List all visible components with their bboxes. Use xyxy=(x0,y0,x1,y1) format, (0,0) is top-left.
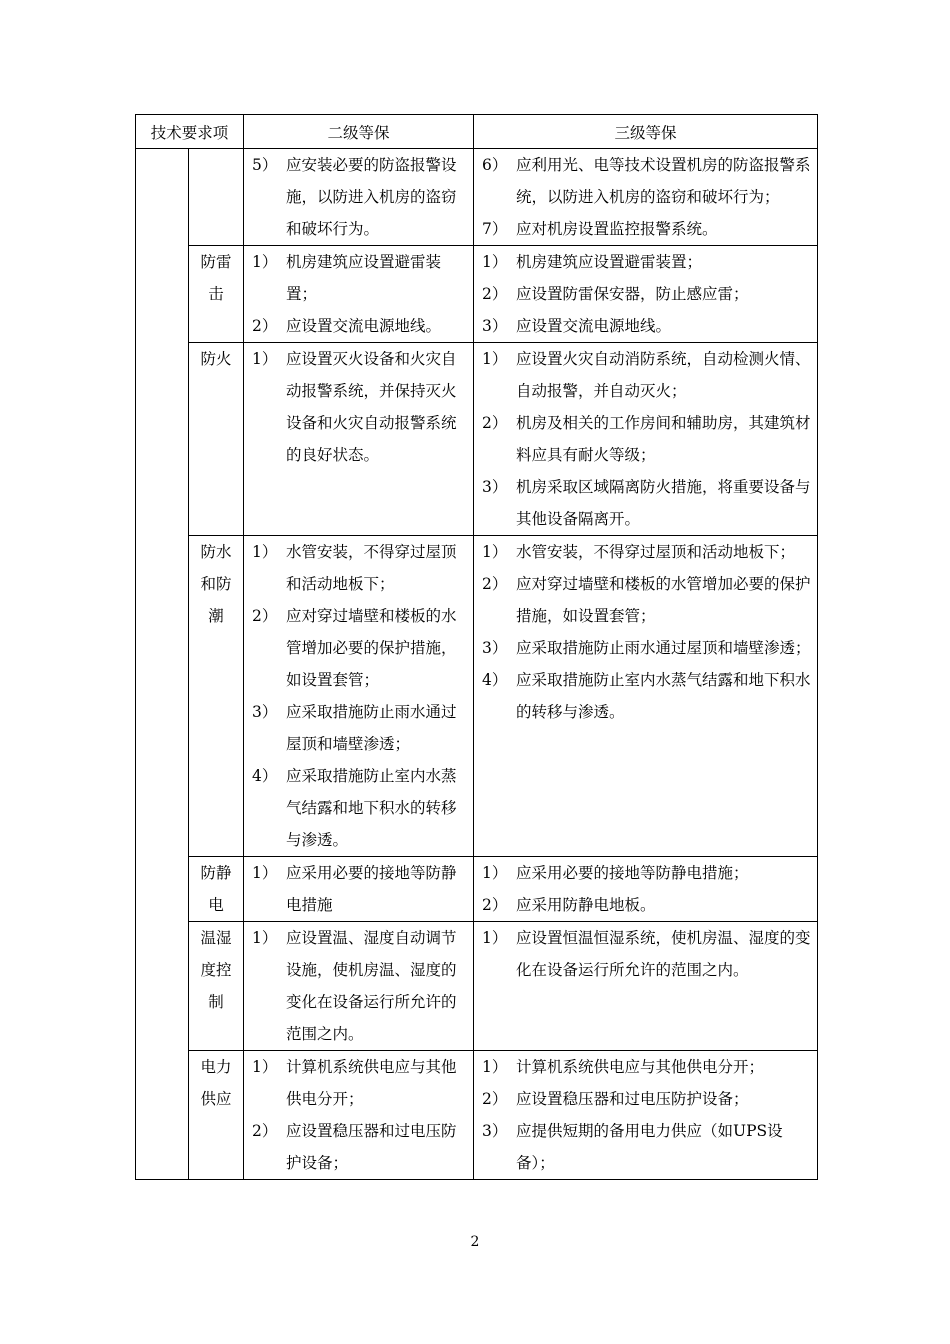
item-number: 4） xyxy=(482,671,508,689)
item-number: 1） xyxy=(252,1058,278,1076)
level-3-cell xyxy=(474,343,818,536)
list-item xyxy=(244,600,473,696)
item-text: 应设置恒温恒湿系统，使机房温、湿度的变化在设备运行所允许的范围之内。 xyxy=(516,929,811,979)
list-item xyxy=(244,149,473,245)
list-item xyxy=(474,1115,817,1179)
subcategory-cell xyxy=(189,246,244,343)
level-3-cell xyxy=(474,1051,818,1180)
item-text: 应安装必要的防盗报警设施，以防进入机房的盗窃和破坏行为。 xyxy=(286,156,457,238)
item-text: 应提供短期的备用电力供应（如UPS设备）； xyxy=(516,1122,783,1172)
level-3-cell xyxy=(474,922,818,1051)
subcategory-cell xyxy=(189,857,244,922)
list-item xyxy=(474,246,817,278)
subcategory-cell xyxy=(189,1051,244,1180)
level-2-cell xyxy=(244,857,474,922)
level-3-cell xyxy=(474,149,818,246)
list-item xyxy=(474,1051,817,1083)
list-item xyxy=(474,471,817,535)
item-text: 机房采取区域隔离防火措施，将重要设备与其他设备隔离开。 xyxy=(516,478,811,528)
table-row xyxy=(136,343,818,536)
item-text: 应设置交流电源地线。 xyxy=(516,317,672,335)
table-row xyxy=(136,922,818,1051)
header-level-2: 二级等保 xyxy=(244,115,474,149)
list-item xyxy=(244,1115,473,1179)
subcategory-label: 电力供应 xyxy=(200,1058,232,1108)
item-number: 2） xyxy=(482,414,508,432)
subcategory-label: 温湿度控制 xyxy=(200,929,232,1011)
item-text: 机房建筑应设置避雷装置； xyxy=(516,253,703,271)
item-text: 机房及相关的工作房间和辅助房，其建筑材料应具有耐火等级； xyxy=(516,414,811,464)
subcategory-cell xyxy=(189,922,244,1051)
item-text: 应对穿过墙壁和楼板的水管增加必要的保护措施，如设置套管； xyxy=(286,607,457,689)
item-number: 1） xyxy=(482,350,508,368)
item-number: 6） xyxy=(482,156,508,174)
item-number: 2） xyxy=(482,1090,508,1108)
item-text: 水管安装，不得穿过屋顶和活动地板下； xyxy=(286,543,457,593)
item-text: 应设置火灾自动消防系统，自动检测火情、自动报警，并自动灭火； xyxy=(516,350,811,400)
item-text: 计算机系统供电应与其他供电分开； xyxy=(286,1058,457,1108)
list-item xyxy=(474,568,817,632)
list-item xyxy=(474,632,817,664)
item-number: 1） xyxy=(252,350,278,368)
item-number: 2） xyxy=(252,607,278,625)
list-item xyxy=(474,664,817,728)
item-text: 应设置灭火设备和火灾自动报警系统，并保持灭火设备和火灾自动报警系统的良好状态。 xyxy=(286,350,457,464)
item-text: 计算机系统供电应与其他供电分开； xyxy=(516,1058,765,1076)
table-row xyxy=(136,1051,818,1180)
category-group-cell xyxy=(136,149,189,1180)
level-3-cell xyxy=(474,246,818,343)
item-text: 应设置防雷保安器，防止感应雷； xyxy=(516,285,749,303)
subcategory-label: 防静电 xyxy=(200,864,232,914)
level-2-cell xyxy=(244,922,474,1051)
list-item xyxy=(474,343,817,407)
item-number: 2） xyxy=(482,285,508,303)
list-item xyxy=(474,922,817,986)
subcategory-label: 防雷击 xyxy=(200,253,232,303)
level-2-cell xyxy=(244,343,474,536)
item-text: 应设置稳压器和过电压防护设备； xyxy=(286,1122,457,1172)
list-item xyxy=(244,536,473,600)
item-text: 应采用必要的接地等防静电措施 xyxy=(286,864,457,914)
item-number: 1） xyxy=(252,543,278,561)
item-number: 2） xyxy=(252,1122,278,1140)
item-text: 应对穿过墙壁和楼板的水管增加必要的保护措施，如设置套管； xyxy=(516,575,811,625)
level-2-cell xyxy=(244,536,474,857)
list-item xyxy=(474,310,817,342)
header-requirement-item: 技术要求项 xyxy=(136,115,244,149)
page-number: 2 xyxy=(470,1234,480,1250)
list-item xyxy=(474,278,817,310)
item-number: 7） xyxy=(482,220,508,238)
item-text: 应设置温、湿度自动调节设施，使机房温、湿度的变化在设备运行所允许的范围之内。 xyxy=(286,929,457,1043)
item-text: 应采取措施防止室内水蒸气结露和地下积水的转移与渗透。 xyxy=(516,671,811,721)
item-text: 应采用必要的接地等防静电措施； xyxy=(516,864,749,882)
list-item xyxy=(244,310,473,342)
header-level-3: 三级等保 xyxy=(474,115,818,149)
item-number: 1） xyxy=(482,253,508,271)
item-number: 1） xyxy=(482,543,508,561)
subcategory-cell xyxy=(189,343,244,536)
subcategory-cell xyxy=(189,536,244,857)
table-row xyxy=(136,246,818,343)
table-row xyxy=(136,149,818,246)
subcategory-cell xyxy=(189,149,244,246)
item-text: 机房建筑应设置避雷装置； xyxy=(286,253,442,303)
list-item xyxy=(474,213,817,245)
item-text: 应利用光、电等技术设置机房的防盗报警系统，以防进入机房的盗窃和破坏行为； xyxy=(516,156,811,206)
list-item xyxy=(244,760,473,856)
level-2-cell xyxy=(244,149,474,246)
level-2-cell xyxy=(244,246,474,343)
item-text: 应采用防静电地板。 xyxy=(516,896,656,914)
item-text: 应设置交流电源地线。 xyxy=(286,317,442,335)
table-header-row xyxy=(136,115,818,149)
list-item xyxy=(474,149,817,213)
item-number: 2） xyxy=(252,317,278,335)
item-text: 应采取措施防止室内水蒸气结露和地下积水的转移与渗透。 xyxy=(286,767,457,849)
table-row xyxy=(136,536,818,857)
item-number: 3） xyxy=(482,478,508,496)
table-row xyxy=(136,857,818,922)
item-number: 2） xyxy=(482,575,508,593)
item-number: 3） xyxy=(482,1122,508,1140)
list-item xyxy=(474,536,817,568)
item-number: 3） xyxy=(482,639,508,657)
item-number: 3） xyxy=(482,317,508,335)
item-number: 3） xyxy=(252,703,278,721)
item-number: 1） xyxy=(482,864,508,882)
item-number: 2） xyxy=(482,896,508,914)
item-number: 5） xyxy=(252,156,278,174)
list-item xyxy=(474,407,817,471)
item-text: 应设置稳压器和过电压防护设备； xyxy=(516,1090,749,1108)
level-3-cell xyxy=(474,857,818,922)
requirements-table xyxy=(135,114,818,1180)
subcategory-label: 防水和防潮 xyxy=(200,543,232,625)
list-item xyxy=(474,857,817,889)
subcategory-label: 防火 xyxy=(200,350,232,368)
item-number: 1） xyxy=(252,253,278,271)
table-body xyxy=(136,149,818,1180)
item-number: 1） xyxy=(482,929,508,947)
list-item xyxy=(244,1051,473,1115)
item-text: 水管安装，不得穿过屋顶和活动地板下； xyxy=(516,543,796,561)
list-item xyxy=(244,857,473,921)
list-item xyxy=(244,696,473,760)
item-text: 应采取措施防止雨水通过屋顶和墙壁渗透； xyxy=(286,703,457,753)
list-item xyxy=(474,1083,817,1115)
list-item xyxy=(244,922,473,1050)
item-number: 1） xyxy=(252,929,278,947)
item-number: 4） xyxy=(252,767,278,785)
level-2-cell xyxy=(244,1051,474,1180)
item-text: 应对机房设置监控报警系统。 xyxy=(516,220,718,238)
list-item xyxy=(244,246,473,310)
level-3-cell xyxy=(474,536,818,857)
list-item xyxy=(244,343,473,471)
item-text: 应采取措施防止雨水通过屋顶和墙壁渗透； xyxy=(516,639,811,657)
item-number: 1） xyxy=(252,864,278,882)
item-number: 1） xyxy=(482,1058,508,1076)
list-item xyxy=(474,889,817,921)
